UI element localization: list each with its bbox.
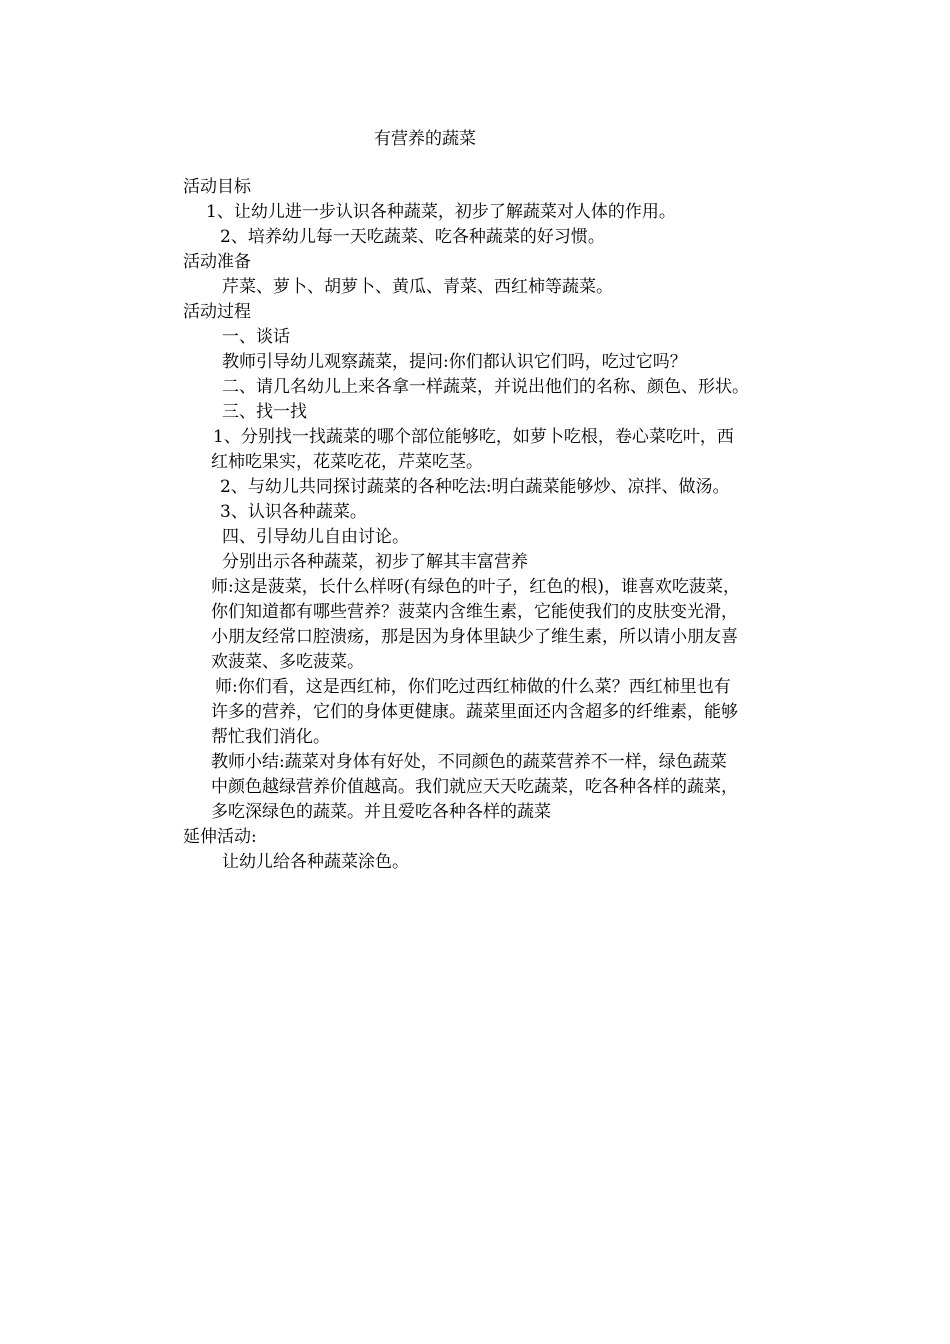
process-line: 2、与幼儿共同探讨蔬菜的各种吃法:明白蔬菜能够炒、凉拌、做汤。 xyxy=(220,477,730,497)
document-title: 有营养的蔬菜 xyxy=(374,129,476,149)
process-line: 许多的营养，它们的身体更健康。蔬菜里面还内含超多的纤维素，能够 xyxy=(211,702,738,722)
process-line: 多吃深绿色的蔬菜。并且爱吃各种各样的蔬菜 xyxy=(211,802,551,822)
goal-item: 1、让幼儿进一步认识各种蔬菜，初步了解蔬菜对人体的作用。 xyxy=(206,202,676,222)
process-line: 你们知道都有哪些营养？菠菜内含维生素，它能使我们的皮肤变光滑， xyxy=(211,602,738,622)
process-line: 中颜色越绿营养价值越高。我们就应天天吃蔬菜，吃各种各样的蔬菜， xyxy=(211,777,738,797)
process-line: 一、谈话 xyxy=(222,327,290,347)
goal-item: 2、培养幼儿每一天吃蔬菜、吃各种蔬菜的好习惯。 xyxy=(220,227,605,247)
process-line: 小朋友经常口腔溃疡，那是因为身体里缺少了维生素，所以请小朋友喜 xyxy=(211,627,738,647)
process-line: 1、分别找一找蔬菜的哪个部位能够吃，如萝卜吃根，卷心菜吃叶，西 xyxy=(213,427,734,447)
process-line: 师:这是菠菜，长什么样呀(有绿色的叶子，红色的根)，谁喜欢吃菠菜， xyxy=(211,577,740,597)
preparation-text: 芹菜、萝卜、胡萝卜、黄瓜、青菜、西红柿等蔬菜。 xyxy=(222,277,613,297)
process-line: 四、引导幼儿自由讨论。 xyxy=(222,527,409,547)
process-line: 二、请几名幼儿上来各拿一样蔬菜，并说出他们的名称、颜色、形状。 xyxy=(222,377,749,397)
section-heading-preparation: 活动准备 xyxy=(183,252,251,272)
section-heading-goals: 活动目标 xyxy=(183,177,251,197)
process-line: 师:你们看，这是西红柿，你们吃过西红柿做的什么菜？西红柿里也有 xyxy=(215,677,731,697)
section-heading-process: 活动过程 xyxy=(183,302,251,322)
section-heading-extension: 延伸活动: xyxy=(183,827,257,847)
process-line: 帮忙我们消化。 xyxy=(211,727,330,747)
process-line: 教师小结:蔬菜对身体有好处，不同颜色的蔬菜营养不一样，绿色蔬菜 xyxy=(211,752,727,772)
process-line: 三、找一找 xyxy=(222,402,307,422)
process-line: 分别出示各种蔬菜，初步了解其丰富营养 xyxy=(222,552,528,572)
process-line: 红柿吃果实，花菜吃花，芹菜吃茎。 xyxy=(211,452,483,472)
process-line: 3、认识各种蔬菜。 xyxy=(220,502,367,522)
process-line: 欢菠菜、多吃菠菜。 xyxy=(211,652,364,672)
extension-text: 让幼儿给各种蔬菜涂色。 xyxy=(222,852,409,872)
process-line: 教师引导幼儿观察蔬菜，提问:你们都认识它们吗，吃过它吗？ xyxy=(222,352,687,372)
